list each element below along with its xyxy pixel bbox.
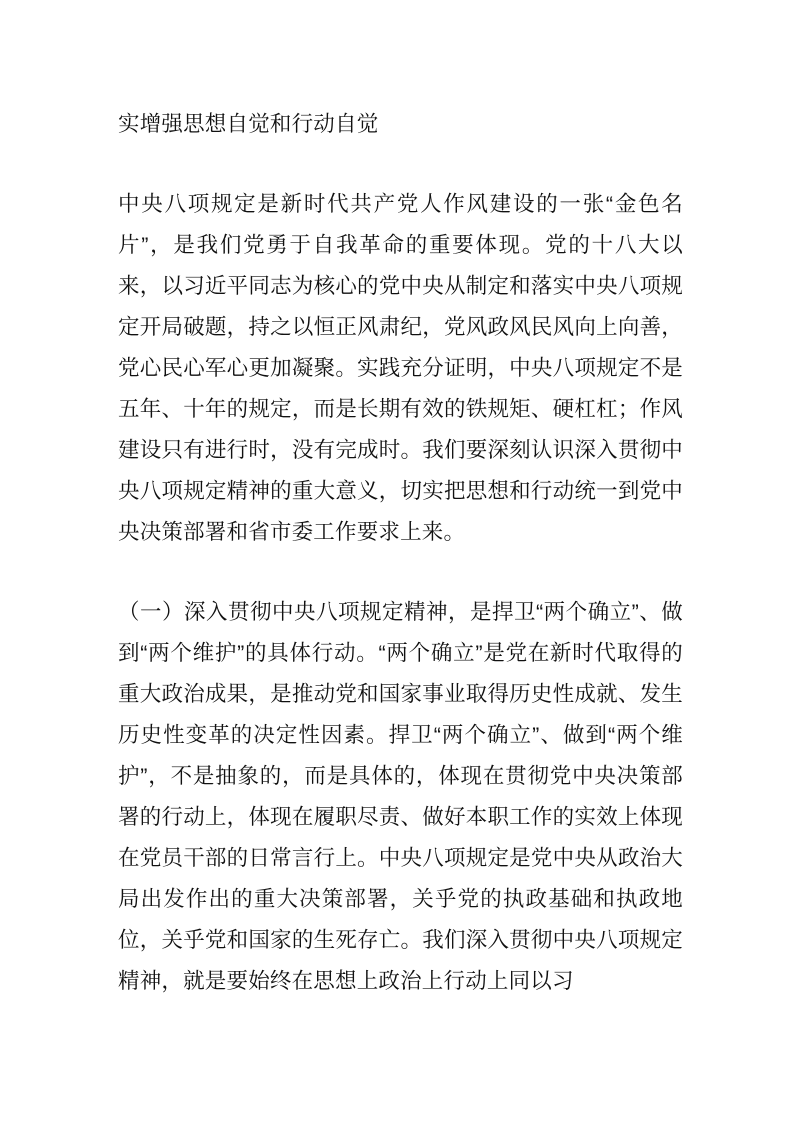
body-paragraph-2: （一）深入贯彻中央八项规定精神，是捍卫“两个确立”、做到“两个维护”的具体行动。“两个确立”是党在新时代取得的重大政治成果，是推动党和国家事业取得历史性成就、发生历史性变革的决定性因素。捍卫“两个确立”、做到“两个维护”，不是抽象的，而是具体的，体现在贯彻党中央决策部署的行动上，体现在履职尽责、做好本职工作的实效上体现在党员干部的日常言行上。中央八项规定是党中央从政治大局出发作出的重大决策部署，关乎党的执政基础和执政地位，关乎党和国家的生死存亡。我们深入贯彻中央八项规定精神，就是要始终在思想上政治上行动上同以习 (118, 600, 683, 993)
document-body (118, 104, 683, 1002)
heading-fragment: 实增强思想自觉和行动自觉 (118, 112, 379, 136)
body-paragraph-1: 中央八项规定是新时代共产党人作风建设的一张“金色名片”，是我们党勇于自我革命的重要体现。党的十八大以来，以习近平同志为核心的党中央从制定和落实中央八项规定开局破题，持之以恒正风肃纪，党风政风民风向上向善，党心民心军心更加凝聚。实践充分证明，中央八项规定不是五年、十年的规定，而是长期有效的铁规矩、硬杠杠；作风建设只有进行时，没有完成时。我们要深刻认识深入贯彻中央八项规定精神的重大意义，切实把思想和行动统一到党中央决策部署和省市委工作要求上来。 (118, 192, 683, 544)
